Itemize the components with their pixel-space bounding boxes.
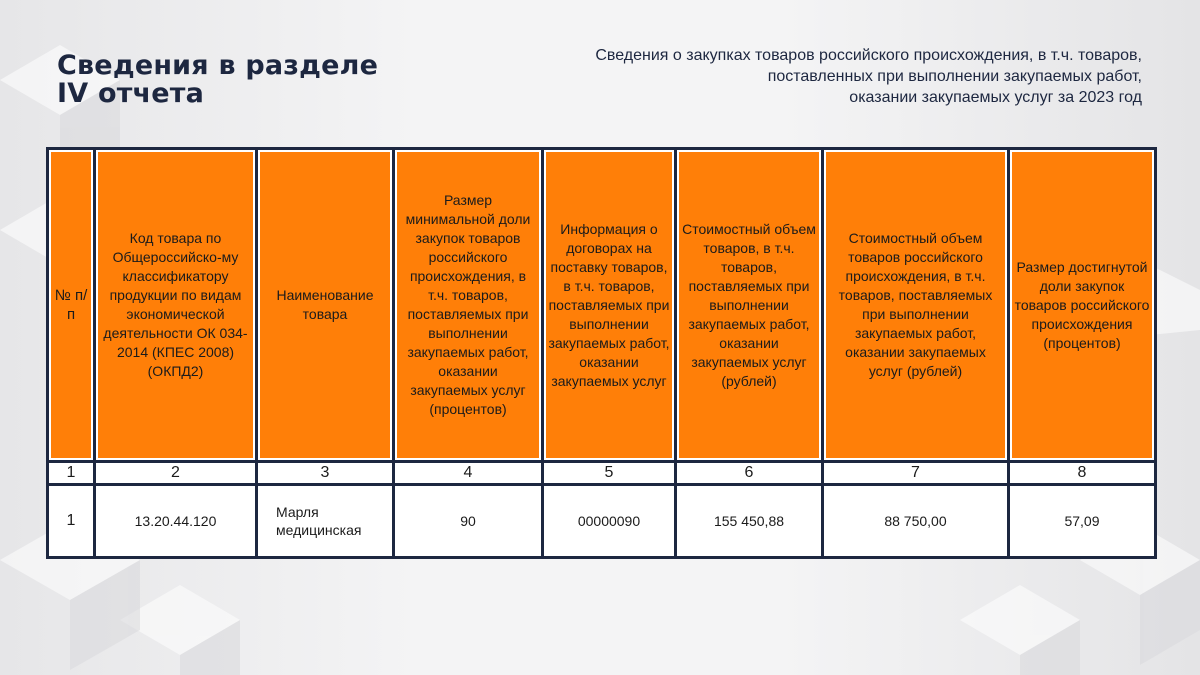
header-cost-volume: Стоимостный объем товаров, в т.ч. товаров, поставляемых при выполнении закупаемых работ, оказании закупаемых услуг (рублей) (676, 149, 823, 462)
header-achieved-share: Размер достигнутой доли закупок товаров российского происхождения (процентов) (1009, 149, 1156, 462)
procurement-table (46, 147, 1157, 559)
cell-russian-cost-volume: 88 750,00 (823, 485, 1009, 558)
page-title-line-2: IV отчета (57, 78, 205, 109)
page-title-line-1: Сведения в разделе (57, 50, 379, 81)
column-number: 8 (1009, 462, 1156, 485)
cell-product-name: Марля медицинская (257, 485, 394, 558)
column-number: 6 (676, 462, 823, 485)
header-row-number: № п/п (48, 149, 95, 462)
page-title (57, 52, 378, 108)
header-contract-info: Информация о договорах на поставку товаров, в т.ч. товаров, поставляемых при выполнении закупаемых работ, оказании закупаемых услуг (543, 149, 676, 462)
column-number: 1 (48, 462, 95, 485)
cell-row-number: 1 (48, 485, 95, 558)
cell-okpd2-code: 13.20.44.120 (95, 485, 257, 558)
cell-cost-volume: 155 450,88 (676, 485, 823, 558)
column-number-row (48, 462, 1156, 485)
subtitle-line-1: Сведения о закупках товаров российского происхождения, в т.ч. товаров, (595, 47, 1142, 64)
header-product-name: Наименование товара (257, 149, 394, 462)
table-row (48, 485, 1156, 558)
subtitle-line-3: оказании закупаемых услуг за 2023 год (849, 89, 1142, 106)
subtitle-line-2: поставленных при выполнении закупаемых работ, (767, 68, 1142, 85)
column-number: 5 (543, 462, 676, 485)
column-number: 2 (95, 462, 257, 485)
header-russian-cost-volume: Стоимостный объем товаров российского происхождения, в т.ч. товаров, поставляемых при выполнении закупаемых работ, оказании закупаемых услуг (рублей) (823, 149, 1009, 462)
column-number: 3 (257, 462, 394, 485)
report-subtitle (482, 45, 1142, 108)
column-number: 7 (823, 462, 1009, 485)
header-okpd2-code: Код товара по Общероссийско-му классификатору продукции по видам экономической деятельности ОК 034-2014 (КПЕС 2008) (ОКПД2) (95, 149, 257, 462)
column-number: 4 (394, 462, 543, 485)
table-header-row (48, 149, 1156, 462)
cell-achieved-share: 57,09 (1009, 485, 1156, 558)
cell-contract-info: 00000090 (543, 485, 676, 558)
cell-min-share: 90 (394, 485, 543, 558)
header-min-share: Размер минимальной доли закупок товаров российского происхождения, в т.ч. товаров, поставляемых при выполнении закупаемых работ, оказании закупаемых услуг (процентов) (394, 149, 543, 462)
